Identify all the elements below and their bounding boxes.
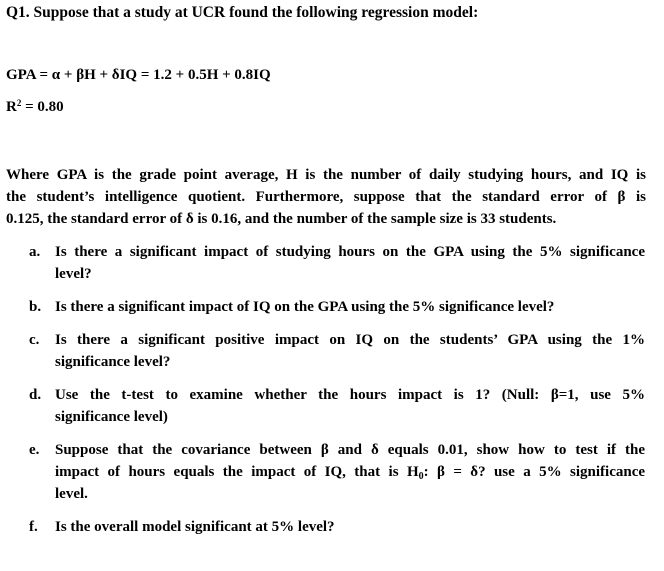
item-text	[55, 439, 645, 505]
item-line: significance level?	[55, 354, 171, 370]
item-line-hypothesis	[55, 461, 645, 483]
item-text	[55, 516, 645, 538]
item-letter: c.	[29, 332, 40, 348]
paragraph-line: the student’s intelligence quotient. Furthermore, suppose that the standard error of β is	[6, 189, 646, 205]
r-squared-value: = 0.80	[21, 99, 64, 115]
item-line: level?	[55, 266, 92, 282]
paragraph-line: 0.125, the standard error of δ is 0.16, and the number of the sample size is 33 students.	[6, 211, 557, 227]
item-line: Suppose that the covariance between β and δ equals 0.01, show how to test if the	[55, 442, 645, 458]
item-line-text: impact of hours equals the impact of IQ, that is H	[55, 464, 419, 480]
item-line: Is there a significant impact of IQ on the GPA using the 5% significance level?	[55, 299, 555, 315]
item-letter: a.	[29, 244, 41, 260]
item-letter: b.	[29, 299, 42, 315]
paragraph-line: Where GPA is the grade point average, H is the number of daily studying hours, and IQ is	[6, 167, 646, 183]
item-letter: d.	[29, 387, 42, 403]
question-title: Q1. Suppose that a study at UCR found the following regression model:	[6, 4, 479, 21]
item-line: level.	[55, 486, 88, 502]
r-squared-exponent: 2	[16, 98, 22, 108]
item-line: Use the t-test to examine whether the hours impact is 1? (Null: β=1, use 5%	[55, 387, 645, 403]
regression-equation: GPA = α + βH + δIQ = 1.2 + 0.5H + 0.8IQ	[6, 67, 271, 83]
r-squared-symbol: R	[6, 99, 17, 115]
item-text	[55, 241, 645, 285]
r-squared	[6, 98, 64, 117]
item-text	[55, 296, 645, 318]
item-line: Is there a significant impact of studying hours on the GPA using the 5% significance	[55, 244, 645, 260]
h0-subscript: 0	[418, 471, 424, 482]
item-text	[55, 384, 645, 428]
item-letter: e.	[29, 442, 40, 458]
item-line: significance level)	[55, 409, 168, 425]
item-line: Is the overall model significant at 5% level?	[55, 519, 335, 535]
item-letter: f.	[29, 519, 38, 535]
item-line: Is there a significant positive impact on IQ on the students’ GPA using the 1%	[55, 332, 645, 348]
description-paragraph	[6, 164, 646, 230]
item-line-tail: : β = δ? use a 5% significance	[423, 464, 646, 480]
item-text	[55, 329, 645, 373]
